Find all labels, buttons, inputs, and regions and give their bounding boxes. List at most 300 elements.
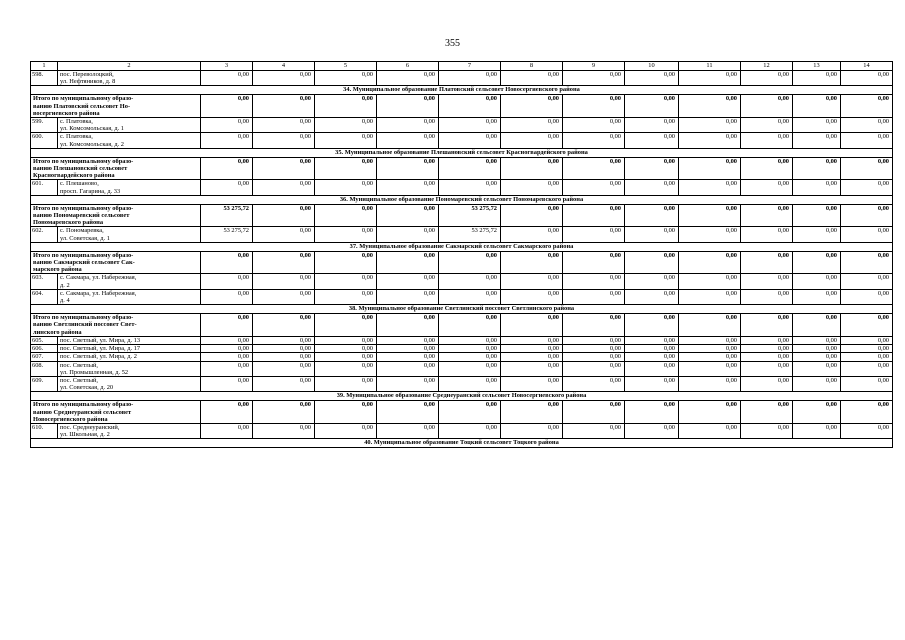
- value-cell: 0,00: [439, 251, 501, 274]
- value-cell: 0,00: [501, 118, 563, 133]
- value-cell: 0,00: [315, 289, 377, 304]
- section-title: 34. Муниципальное образование Платовский сельсовет Новосергиевского района: [31, 86, 893, 95]
- value-cell: 0,00: [501, 423, 563, 438]
- value-cell: 0,00: [793, 133, 841, 148]
- value-cell: 0,00: [741, 376, 793, 391]
- value-cell: 0,00: [841, 274, 893, 289]
- value-cell: 0,00: [625, 274, 679, 289]
- value-cell: 0,00: [793, 251, 841, 274]
- value-cell: 0,00: [793, 157, 841, 180]
- value-cell: 0,00: [377, 274, 439, 289]
- value-cell: 0,00: [439, 401, 501, 424]
- section-heading-row: [31, 148, 893, 157]
- value-cell: 0,00: [201, 133, 253, 148]
- value-cell: 0,00: [679, 353, 741, 361]
- value-cell: 0,00: [377, 361, 439, 376]
- value-cell: 0,00: [563, 95, 625, 118]
- value-cell: 0,00: [439, 289, 501, 304]
- value-cell: 0,00: [439, 423, 501, 438]
- address-cell: с. Пономаревка, ул. Советская, д. 1: [58, 227, 201, 242]
- value-cell: 0,00: [315, 314, 377, 337]
- section-title: 40. Муниципальное образование Тоцкий сельсовет Тоцкого района: [31, 439, 893, 448]
- value-cell: 0,00: [253, 314, 315, 337]
- value-cell: 0,00: [201, 118, 253, 133]
- row-index: 605.: [31, 336, 58, 344]
- value-cell: 0,00: [563, 314, 625, 337]
- value-cell: 0,00: [563, 353, 625, 361]
- value-cell: 0,00: [625, 353, 679, 361]
- value-cell: 53 275,72: [439, 227, 501, 242]
- value-cell: 0,00: [439, 95, 501, 118]
- value-cell: 0,00: [679, 157, 741, 180]
- value-cell: 0,00: [793, 423, 841, 438]
- value-cell: 0,00: [625, 227, 679, 242]
- value-cell: 0,00: [741, 353, 793, 361]
- value-cell: 0,00: [679, 118, 741, 133]
- value-cell: 0,00: [741, 274, 793, 289]
- value-cell: 0,00: [563, 376, 625, 391]
- value-cell: 0,00: [741, 157, 793, 180]
- value-cell: 0,00: [625, 95, 679, 118]
- value-cell: 0,00: [377, 157, 439, 180]
- value-cell: 0,00: [793, 314, 841, 337]
- value-cell: 0,00: [439, 361, 501, 376]
- value-cell: 0,00: [253, 274, 315, 289]
- address-cell: с. Сакмара, ул. Набережная, д. 4: [58, 289, 201, 304]
- total-row: [31, 401, 893, 424]
- address-cell: с. Плешаново, просп. Гагарина, д. 33: [58, 180, 201, 195]
- total-row: [31, 314, 893, 337]
- value-cell: 0,00: [501, 336, 563, 344]
- value-cell: 0,00: [501, 71, 563, 86]
- value-cell: 0,00: [563, 345, 625, 353]
- value-cell: 0,00: [679, 251, 741, 274]
- value-cell: 0,00: [841, 376, 893, 391]
- value-cell: 0,00: [315, 95, 377, 118]
- value-cell: 0,00: [625, 71, 679, 86]
- value-cell: 0,00: [563, 204, 625, 227]
- value-cell: 0,00: [741, 118, 793, 133]
- column-header: 7: [439, 62, 501, 71]
- value-cell: 0,00: [201, 180, 253, 195]
- value-cell: 0,00: [679, 133, 741, 148]
- column-header: 12: [741, 62, 793, 71]
- value-cell: 0,00: [501, 353, 563, 361]
- value-cell: 0,00: [315, 133, 377, 148]
- value-cell: 0,00: [793, 401, 841, 424]
- table-row: [31, 227, 893, 242]
- table-body: [31, 62, 893, 448]
- total-row: [31, 204, 893, 227]
- row-index: 608.: [31, 361, 58, 376]
- value-cell: 0,00: [741, 251, 793, 274]
- value-cell: 0,00: [377, 133, 439, 148]
- value-cell: 0,00: [377, 353, 439, 361]
- value-cell: 0,00: [741, 133, 793, 148]
- value-cell: 0,00: [253, 353, 315, 361]
- value-cell: 0,00: [841, 314, 893, 337]
- value-cell: 0,00: [679, 204, 741, 227]
- value-cell: 0,00: [679, 376, 741, 391]
- total-row: [31, 95, 893, 118]
- value-cell: 0,00: [501, 345, 563, 353]
- value-cell: 0,00: [439, 157, 501, 180]
- value-cell: 0,00: [315, 118, 377, 133]
- value-cell: 0,00: [315, 361, 377, 376]
- value-cell: 0,00: [377, 314, 439, 337]
- column-header: 6: [377, 62, 439, 71]
- address-cell: пос. Светлый, ул. Промышленная, д. 52: [58, 361, 201, 376]
- total-label: Итого по муниципальному образо- ванию Платовский сельсовет Но- восергиевского района: [31, 95, 201, 118]
- value-cell: 0,00: [793, 361, 841, 376]
- row-index: 609.: [31, 376, 58, 391]
- value-cell: 0,00: [841, 133, 893, 148]
- value-cell: 0,00: [679, 401, 741, 424]
- value-cell: 0,00: [439, 71, 501, 86]
- section-heading-row: [31, 195, 893, 204]
- value-cell: 0,00: [201, 274, 253, 289]
- value-cell: 0,00: [201, 423, 253, 438]
- value-cell: 0,00: [841, 180, 893, 195]
- table-row: [31, 353, 893, 361]
- value-cell: 0,00: [201, 353, 253, 361]
- row-index: 600.: [31, 133, 58, 148]
- value-cell: 0,00: [679, 289, 741, 304]
- value-cell: 0,00: [501, 401, 563, 424]
- address-cell: пос. Переволоцкий, ул. Нефтяников, д. 8: [58, 71, 201, 86]
- value-cell: 0,00: [625, 251, 679, 274]
- value-cell: 0,00: [201, 401, 253, 424]
- value-cell: 0,00: [563, 118, 625, 133]
- value-cell: 0,00: [625, 118, 679, 133]
- value-cell: 0,00: [563, 423, 625, 438]
- column-header: 2: [58, 62, 201, 71]
- address-cell: пос. Светлый, ул. Мира, д. 13: [58, 336, 201, 344]
- value-cell: 0,00: [563, 251, 625, 274]
- value-cell: 0,00: [315, 251, 377, 274]
- table-row: [31, 289, 893, 304]
- value-cell: 0,00: [315, 423, 377, 438]
- value-cell: 53 275,72: [201, 227, 253, 242]
- page-number: 355: [445, 38, 460, 49]
- value-cell: 0,00: [501, 361, 563, 376]
- value-cell: 0,00: [625, 314, 679, 337]
- value-cell: 0,00: [377, 71, 439, 86]
- value-cell: 0,00: [625, 180, 679, 195]
- value-cell: 0,00: [201, 361, 253, 376]
- value-cell: 0,00: [841, 251, 893, 274]
- value-cell: 0,00: [679, 95, 741, 118]
- value-cell: 0,00: [625, 204, 679, 227]
- value-cell: 0,00: [793, 376, 841, 391]
- value-cell: 0,00: [563, 289, 625, 304]
- value-cell: 0,00: [793, 227, 841, 242]
- value-cell: 0,00: [501, 376, 563, 391]
- value-cell: 0,00: [563, 401, 625, 424]
- value-cell: 0,00: [793, 274, 841, 289]
- value-cell: 0,00: [841, 361, 893, 376]
- value-cell: 0,00: [377, 95, 439, 118]
- section-title: 37. Муниципальное образование Сакмарский сельсовет Сакмарского района: [31, 242, 893, 251]
- value-cell: 0,00: [625, 336, 679, 344]
- address-cell: с. Сакмара, ул. Набережная, д. 2: [58, 274, 201, 289]
- value-cell: 0,00: [377, 227, 439, 242]
- total-label: Итого по муниципальному образо- ванию Среднеуранский сельсовет Новосергиевского района: [31, 401, 201, 424]
- value-cell: 0,00: [841, 345, 893, 353]
- value-cell: 0,00: [377, 251, 439, 274]
- section-title: 39. Муниципальное образование Среднеуранский сельсовет Новосергиевского района: [31, 392, 893, 401]
- table-row: [31, 274, 893, 289]
- value-cell: 0,00: [501, 133, 563, 148]
- value-cell: 0,00: [439, 336, 501, 344]
- value-cell: 0,00: [793, 180, 841, 195]
- total-label: Итого по муниципальному образо- ванию Сакмарский сельсовет Сак- марского района: [31, 251, 201, 274]
- value-cell: 0,00: [201, 336, 253, 344]
- value-cell: 53 275,72: [439, 204, 501, 227]
- value-cell: 0,00: [625, 423, 679, 438]
- value-cell: 0,00: [841, 157, 893, 180]
- table-row: [31, 345, 893, 353]
- column-header: 8: [501, 62, 563, 71]
- value-cell: 0,00: [501, 227, 563, 242]
- section-heading-row: [31, 305, 893, 314]
- value-cell: 0,00: [201, 289, 253, 304]
- value-cell: 0,00: [679, 227, 741, 242]
- value-cell: 0,00: [563, 71, 625, 86]
- value-cell: 0,00: [253, 118, 315, 133]
- data-table: [30, 61, 893, 448]
- value-cell: 0,00: [315, 336, 377, 344]
- section-title: 35. Муниципальное образование Плешановский сельсовет Красногвардейского района: [31, 148, 893, 157]
- value-cell: 0,00: [679, 361, 741, 376]
- value-cell: 0,00: [625, 376, 679, 391]
- row-index: 599.: [31, 118, 58, 133]
- column-header: 4: [253, 62, 315, 71]
- value-cell: 0,00: [793, 345, 841, 353]
- value-cell: 0,00: [679, 336, 741, 344]
- value-cell: 0,00: [253, 71, 315, 86]
- row-index: 606.: [31, 345, 58, 353]
- value-cell: 0,00: [253, 95, 315, 118]
- value-cell: 0,00: [253, 157, 315, 180]
- column-header: 1: [31, 62, 58, 71]
- value-cell: 0,00: [793, 118, 841, 133]
- row-index: 602.: [31, 227, 58, 242]
- column-header: 14: [841, 62, 893, 71]
- value-cell: 0,00: [253, 289, 315, 304]
- column-header: 5: [315, 62, 377, 71]
- value-cell: 0,00: [253, 376, 315, 391]
- value-cell: 0,00: [841, 71, 893, 86]
- value-cell: 0,00: [253, 401, 315, 424]
- address-cell: с. Платовка, ул. Комсомольская, д. 2: [58, 133, 201, 148]
- table-row: [31, 423, 893, 438]
- value-cell: 0,00: [201, 95, 253, 118]
- value-cell: 0,00: [253, 227, 315, 242]
- column-header: 10: [625, 62, 679, 71]
- column-header: 11: [679, 62, 741, 71]
- value-cell: 0,00: [679, 274, 741, 289]
- value-cell: 0,00: [625, 361, 679, 376]
- value-cell: 0,00: [741, 401, 793, 424]
- row-index: 604.: [31, 289, 58, 304]
- table-row: [31, 336, 893, 344]
- total-label: Итого по муниципальному образо- ванию Плешановский сельсовет Красногвардейского района: [31, 157, 201, 180]
- value-cell: 0,00: [315, 345, 377, 353]
- column-header: 13: [793, 62, 841, 71]
- value-cell: 0,00: [315, 227, 377, 242]
- table-row: [31, 133, 893, 148]
- value-cell: 0,00: [679, 423, 741, 438]
- value-cell: 0,00: [439, 345, 501, 353]
- row-index: 607.: [31, 353, 58, 361]
- value-cell: 0,00: [377, 345, 439, 353]
- value-cell: 0,00: [315, 274, 377, 289]
- value-cell: 0,00: [741, 361, 793, 376]
- value-cell: 0,00: [841, 95, 893, 118]
- column-header: 3: [201, 62, 253, 71]
- value-cell: 0,00: [439, 133, 501, 148]
- value-cell: 0,00: [377, 289, 439, 304]
- value-cell: 0,00: [679, 314, 741, 337]
- value-cell: 0,00: [679, 345, 741, 353]
- table-row: [31, 376, 893, 391]
- value-cell: 0,00: [377, 118, 439, 133]
- value-cell: 0,00: [563, 157, 625, 180]
- value-cell: 0,00: [841, 118, 893, 133]
- value-cell: 0,00: [741, 336, 793, 344]
- value-cell: 0,00: [563, 336, 625, 344]
- value-cell: 0,00: [201, 157, 253, 180]
- value-cell: 0,00: [315, 180, 377, 195]
- total-row: [31, 251, 893, 274]
- value-cell: 0,00: [841, 204, 893, 227]
- value-cell: 0,00: [741, 289, 793, 304]
- value-cell: 0,00: [201, 71, 253, 86]
- value-cell: 0,00: [501, 251, 563, 274]
- value-cell: 0,00: [377, 401, 439, 424]
- value-cell: 0,00: [501, 204, 563, 227]
- value-cell: 0,00: [741, 345, 793, 353]
- section-heading-row: [31, 86, 893, 95]
- section-heading-row: [31, 242, 893, 251]
- value-cell: 0,00: [439, 353, 501, 361]
- value-cell: 0,00: [625, 157, 679, 180]
- value-cell: 0,00: [501, 314, 563, 337]
- value-cell: 0,00: [501, 157, 563, 180]
- address-cell: пос. Светлый, ул. Советская, д. 20: [58, 376, 201, 391]
- table-row: [31, 71, 893, 86]
- value-cell: 0,00: [201, 345, 253, 353]
- value-cell: 0,00: [501, 289, 563, 304]
- value-cell: 0,00: [377, 204, 439, 227]
- value-cell: 0,00: [625, 289, 679, 304]
- value-cell: 0,00: [201, 314, 253, 337]
- value-cell: 0,00: [563, 133, 625, 148]
- value-cell: 0,00: [841, 423, 893, 438]
- value-cell: 0,00: [253, 361, 315, 376]
- value-cell: 0,00: [253, 251, 315, 274]
- value-cell: 0,00: [741, 423, 793, 438]
- value-cell: 0,00: [439, 118, 501, 133]
- value-cell: 0,00: [793, 71, 841, 86]
- value-cell: 53 275,72: [201, 204, 253, 227]
- value-cell: 0,00: [439, 274, 501, 289]
- value-cell: 0,00: [841, 289, 893, 304]
- value-cell: 0,00: [563, 361, 625, 376]
- value-cell: 0,00: [501, 180, 563, 195]
- value-cell: 0,00: [625, 401, 679, 424]
- value-cell: 0,00: [741, 204, 793, 227]
- value-cell: 0,00: [253, 180, 315, 195]
- section-heading-row: [31, 439, 893, 448]
- row-index: 610.: [31, 423, 58, 438]
- value-cell: 0,00: [741, 180, 793, 195]
- value-cell: 0,00: [741, 95, 793, 118]
- value-cell: 0,00: [439, 180, 501, 195]
- value-cell: 0,00: [315, 71, 377, 86]
- column-header: 9: [563, 62, 625, 71]
- table-row: [31, 118, 893, 133]
- value-cell: 0,00: [253, 133, 315, 148]
- total-label: Итого по муниципальному образо- ванию Светлинский поссовет Свет- линского района: [31, 314, 201, 337]
- value-cell: 0,00: [793, 95, 841, 118]
- address-cell: с. Платовка, ул. Комсомольская, д. 1: [58, 118, 201, 133]
- value-cell: 0,00: [439, 314, 501, 337]
- value-cell: 0,00: [741, 71, 793, 86]
- total-row: [31, 157, 893, 180]
- table-row: [31, 361, 893, 376]
- value-cell: 0,00: [501, 274, 563, 289]
- value-cell: 0,00: [625, 133, 679, 148]
- value-cell: 0,00: [315, 401, 377, 424]
- value-cell: 0,00: [377, 180, 439, 195]
- value-cell: 0,00: [201, 376, 253, 391]
- value-cell: 0,00: [377, 423, 439, 438]
- header-row: [31, 62, 893, 71]
- value-cell: 0,00: [741, 314, 793, 337]
- value-cell: 0,00: [253, 336, 315, 344]
- value-cell: 0,00: [563, 180, 625, 195]
- value-cell: 0,00: [253, 345, 315, 353]
- row-index: 598.: [31, 71, 58, 86]
- value-cell: 0,00: [501, 95, 563, 118]
- row-index: 603.: [31, 274, 58, 289]
- value-cell: 0,00: [625, 345, 679, 353]
- value-cell: 0,00: [793, 204, 841, 227]
- value-cell: 0,00: [793, 289, 841, 304]
- value-cell: 0,00: [563, 227, 625, 242]
- value-cell: 0,00: [679, 71, 741, 86]
- total-label: Итого по муниципальному образо- ванию Пономаревский сельсовет Пономаревского района: [31, 204, 201, 227]
- value-cell: 0,00: [315, 204, 377, 227]
- value-cell: 0,00: [439, 376, 501, 391]
- value-cell: 0,00: [793, 353, 841, 361]
- address-cell: пос. Светлый, ул. Мира, д. 17: [58, 345, 201, 353]
- value-cell: 0,00: [741, 227, 793, 242]
- value-cell: 0,00: [793, 336, 841, 344]
- address-cell: пос. Среднеуранский, ул. Школьная, д. 2: [58, 423, 201, 438]
- value-cell: 0,00: [841, 353, 893, 361]
- value-cell: 0,00: [253, 423, 315, 438]
- value-cell: 0,00: [315, 376, 377, 391]
- value-cell: 0,00: [377, 336, 439, 344]
- value-cell: 0,00: [315, 353, 377, 361]
- section-title: 38. Муниципальное образование Светлинский поссовет Светлинского района: [31, 305, 893, 314]
- value-cell: 0,00: [841, 401, 893, 424]
- value-cell: 0,00: [563, 274, 625, 289]
- value-cell: 0,00: [679, 180, 741, 195]
